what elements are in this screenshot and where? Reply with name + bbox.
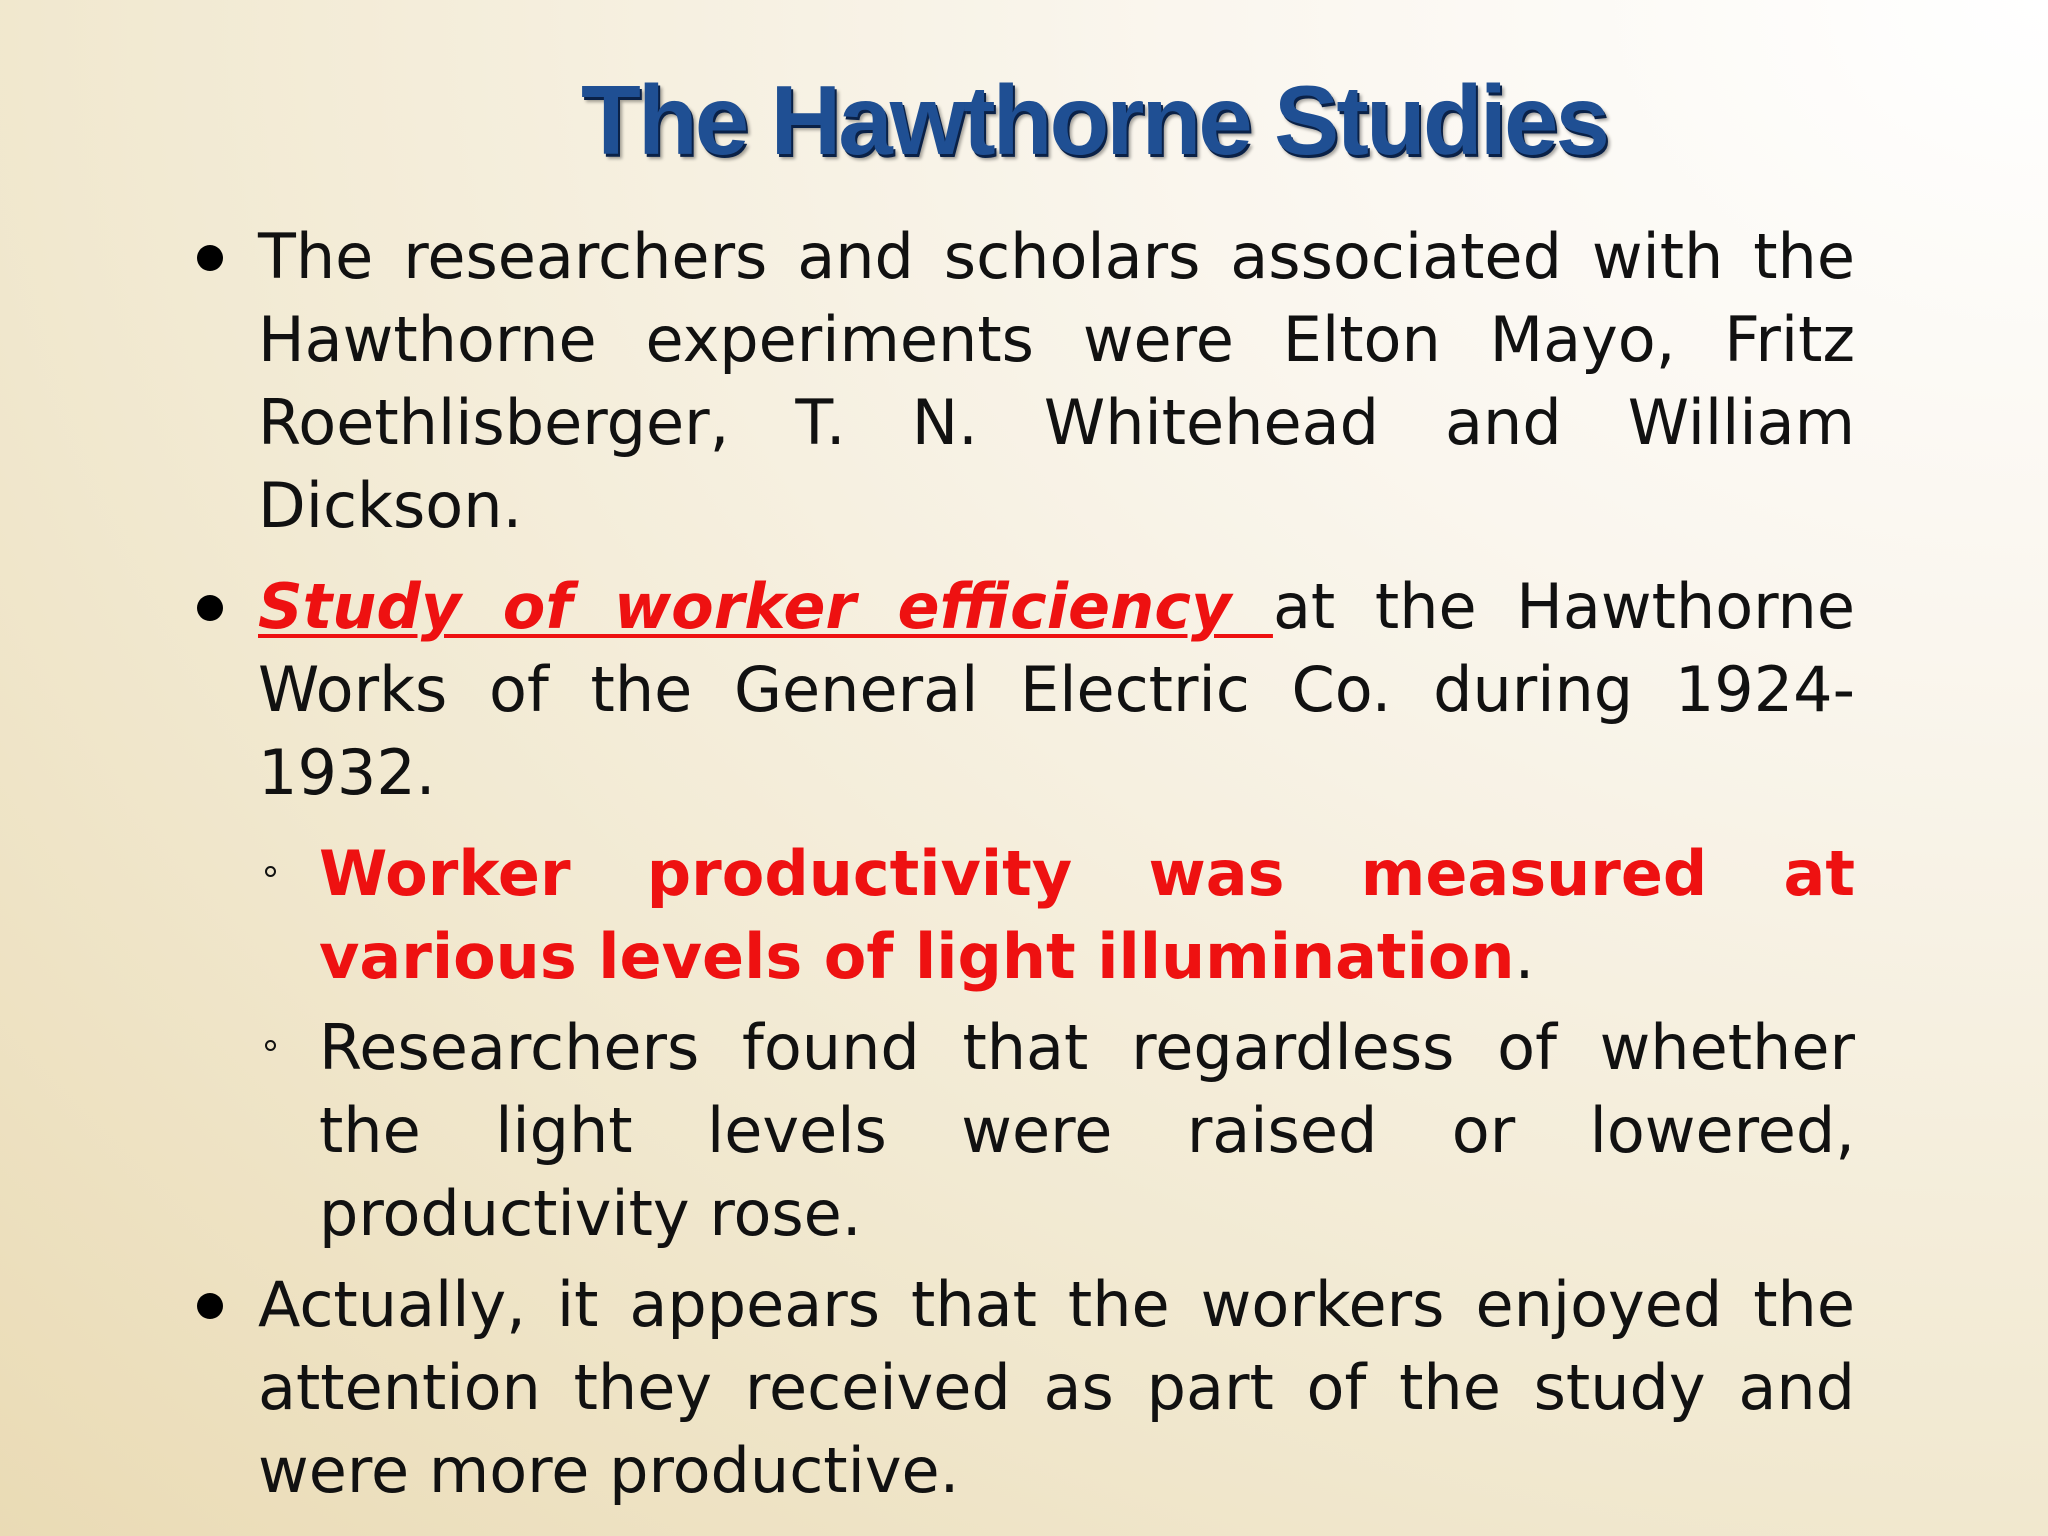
- sub-bullet-text: Researchers found that regardless of whether the light levels were raised or lowered, productivity rose.: [319, 1011, 1855, 1250]
- bullet-dot-icon: [197, 245, 223, 271]
- bullet-study: [195, 565, 1855, 814]
- bullet-text: The researchers and scholars associated with the Hawthorne experiments were Elton Mayo, Fritz Roethlisberger, T. N. Whitehead and William Dickson.: [258, 220, 1855, 542]
- bullet-conclusion: [195, 1263, 1855, 1512]
- slide-body: [195, 215, 1855, 1530]
- bullet-researchers: [195, 215, 1855, 547]
- hollow-circle-icon: [265, 1040, 276, 1051]
- sub-bullet-findings: [195, 1006, 1855, 1255]
- sub-bullet-end: .: [1514, 920, 1535, 993]
- bullet-text: at the Hawthorne Works of the General Electric Co. during 1924-1932.: [258, 570, 1855, 809]
- bullet-dot-icon: [197, 595, 223, 621]
- bullet-text: Actually, it appears that the workers enjoyed the attention they received as part of the study and were more productive.: [258, 1268, 1855, 1507]
- hollow-circle-icon: [265, 866, 276, 877]
- sub-bullet-emphasis: Worker productivity was measured at various levels of light illumination: [319, 837, 1855, 993]
- study-of-worker-efficiency-link[interactable]: Study of worker efficiency: [258, 570, 1273, 643]
- slide-title: The Hawthorne Studies: [580, 65, 1607, 175]
- bullet-dot-icon: [197, 1293, 223, 1319]
- sub-bullet-productivity: [195, 832, 1855, 998]
